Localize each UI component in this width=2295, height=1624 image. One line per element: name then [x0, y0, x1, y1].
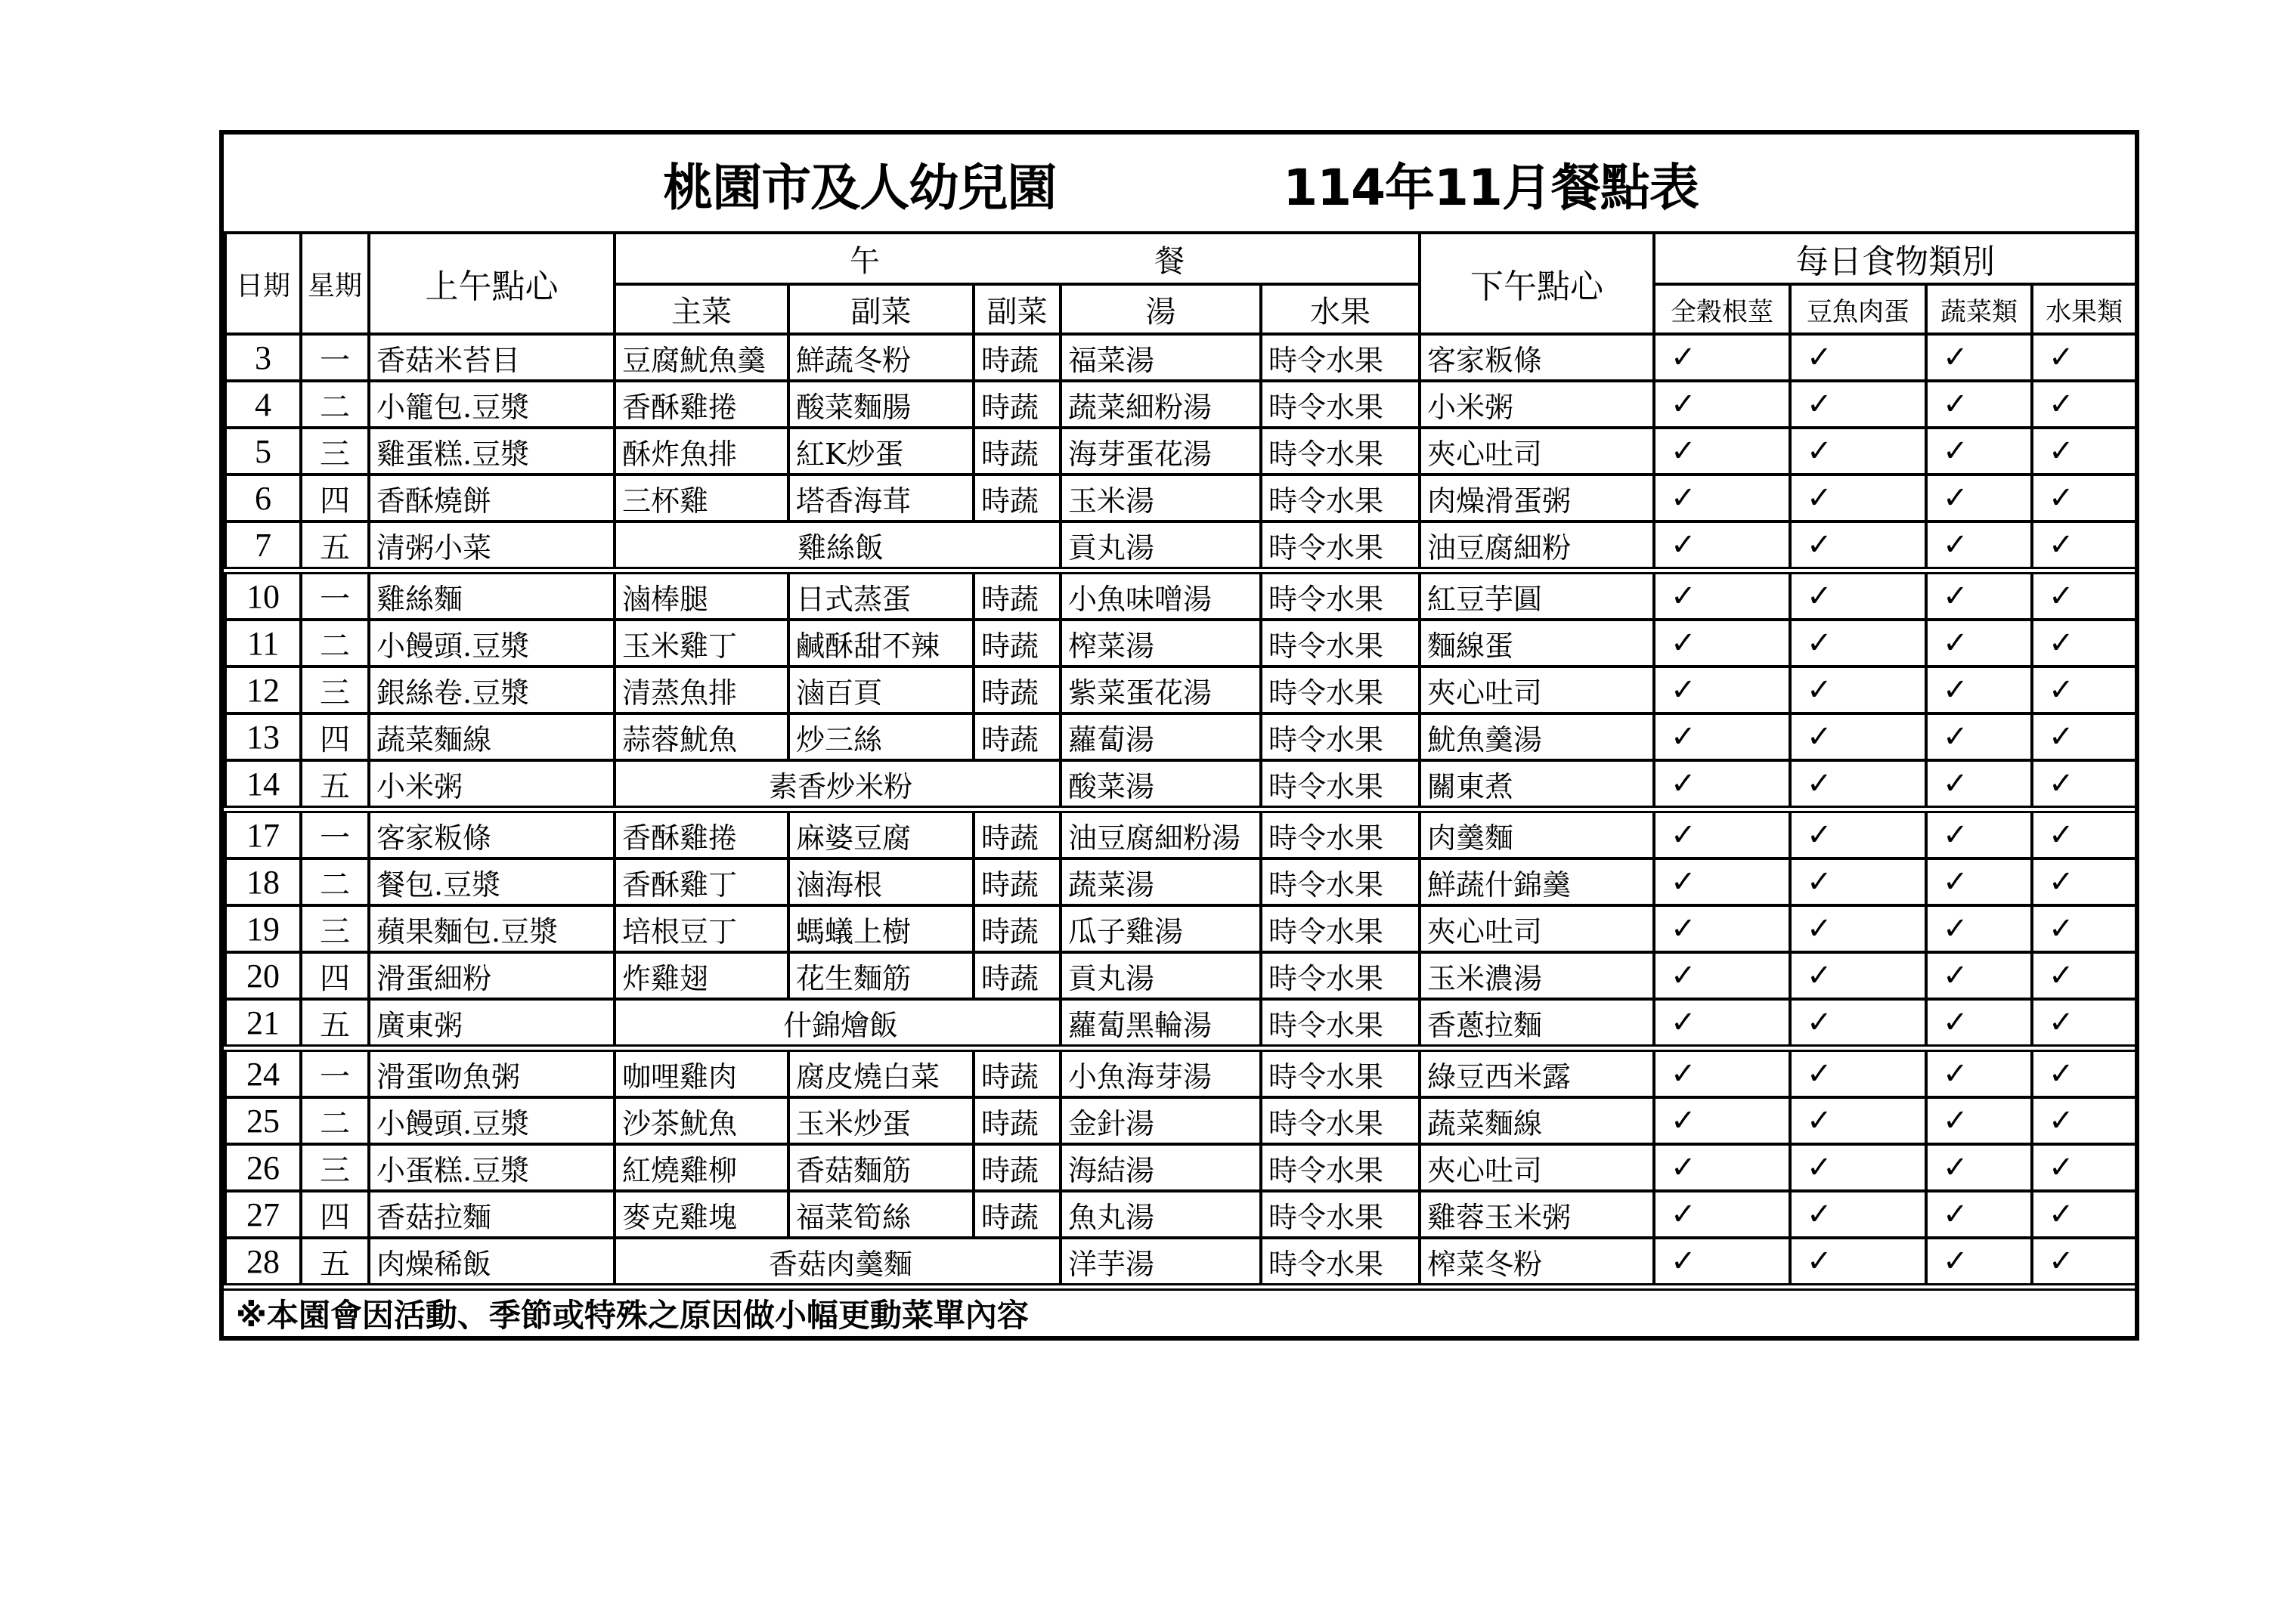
side-dish-2-cell: 時蔬 — [974, 428, 1061, 475]
date-cell: 10 — [225, 571, 301, 620]
main-dish-cell: 豆腐魷魚羹 — [615, 334, 788, 381]
check-icon-fruits: ✓ — [2032, 428, 2136, 475]
date-cell: 4 — [225, 381, 301, 428]
check-icon-vegetables: ✓ — [1926, 521, 2032, 571]
check-icon-fruits: ✓ — [2032, 760, 2136, 809]
check-icon-fruits: ✓ — [2032, 571, 2136, 620]
table-row — [225, 760, 2136, 809]
side-dish-2-cell: 時蔬 — [974, 1097, 1061, 1144]
header-side-dish-1: 副菜 — [788, 284, 974, 334]
soup-cell: 紫菜蛋花湯 — [1061, 667, 1261, 713]
lunch-combined-cell: 什錦燴飯 — [615, 999, 1061, 1048]
side-dish-2-cell: 時蔬 — [974, 858, 1061, 905]
check-icon-protein: ✓ — [1790, 1191, 1926, 1238]
morning-snack-cell: 廣東粥 — [369, 999, 615, 1048]
header-date: 日期 — [225, 233, 301, 334]
check-icon-fruits: ✓ — [2032, 334, 2136, 381]
table-row — [225, 1097, 2136, 1144]
morning-snack-cell: 餐包.豆漿 — [369, 858, 615, 905]
check-icon-grains: ✓ — [1654, 952, 1790, 999]
lunch-combined-cell: 香菇肉羹麵 — [615, 1238, 1061, 1287]
check-icon-fruits: ✓ — [2032, 1144, 2136, 1191]
soup-cell: 小魚海芽湯 — [1061, 1048, 1261, 1097]
fruit-cell: 時令水果 — [1261, 999, 1420, 1048]
check-icon-protein: ✓ — [1790, 571, 1926, 620]
check-icon-vegetables: ✓ — [1926, 334, 2032, 381]
morning-snack-cell: 蔬菜麵線 — [369, 713, 615, 760]
main-dish-cell: 紅燒雞柳 — [615, 1144, 788, 1191]
fruit-cell: 時令水果 — [1261, 858, 1420, 905]
check-icon-vegetables: ✓ — [1926, 858, 2032, 905]
afternoon-snack-cell: 紅豆芋圓 — [1420, 571, 1654, 620]
side-dish-1-cell: 酸菜麵腸 — [788, 381, 974, 428]
soup-cell: 蔬菜湯 — [1061, 858, 1261, 905]
side-dish-2-cell: 時蔬 — [974, 713, 1061, 760]
side-dish-1-cell: 滷海根 — [788, 858, 974, 905]
check-icon-fruits: ✓ — [2032, 1097, 2136, 1144]
check-icon-vegetables: ✓ — [1926, 1097, 2032, 1144]
side-dish-1-cell: 鹹酥甜不辣 — [788, 620, 974, 667]
date-cell: 7 — [225, 521, 301, 571]
table-row — [225, 952, 2136, 999]
main-dish-cell: 麥克雞塊 — [615, 1191, 788, 1238]
side-dish-1-cell: 香菇麵筋 — [788, 1144, 974, 1191]
header-lunch — [615, 233, 1420, 284]
date-cell: 5 — [225, 428, 301, 475]
check-icon-fruits: ✓ — [2032, 999, 2136, 1048]
weekday-cell: 三 — [301, 1144, 369, 1191]
main-dish-cell: 酥炸魚排 — [615, 428, 788, 475]
table-row — [225, 521, 2136, 571]
check-icon-vegetables: ✓ — [1926, 1238, 2032, 1287]
fruit-cell: 時令水果 — [1261, 571, 1420, 620]
header-weekday: 星期 — [301, 233, 369, 334]
soup-cell: 蔬菜細粉湯 — [1061, 381, 1261, 428]
check-icon-protein: ✓ — [1790, 713, 1926, 760]
check-icon-fruits: ✓ — [2032, 952, 2136, 999]
side-dish-2-cell: 時蔬 — [974, 952, 1061, 999]
side-dish-1-cell: 滷百頁 — [788, 667, 974, 713]
fruit-cell: 時令水果 — [1261, 952, 1420, 999]
date-cell: 13 — [225, 713, 301, 760]
check-icon-protein: ✓ — [1790, 334, 1926, 381]
check-icon-fruits: ✓ — [2032, 713, 2136, 760]
check-icon-protein: ✓ — [1790, 667, 1926, 713]
afternoon-snack-cell: 魷魚羹湯 — [1420, 713, 1654, 760]
date-cell: 19 — [225, 905, 301, 952]
header-side-dish-2: 副菜 — [974, 284, 1061, 334]
morning-snack-cell: 客家粄條 — [369, 809, 615, 858]
check-icon-fruits: ✓ — [2032, 1191, 2136, 1238]
morning-snack-cell: 蘋果麵包.豆漿 — [369, 905, 615, 952]
morning-snack-cell: 香菇拉麵 — [369, 1191, 615, 1238]
morning-snack-cell: 滑蛋吻魚粥 — [369, 1048, 615, 1097]
check-icon-protein: ✓ — [1790, 1048, 1926, 1097]
footer-row — [225, 1287, 2136, 1336]
check-icon-grains: ✓ — [1654, 667, 1790, 713]
soup-cell: 蘿蔔湯 — [1061, 713, 1261, 760]
main-dish-cell: 炸雞翅 — [615, 952, 788, 999]
footer-note: ※本園會因活動、季節或特殊之原因做小幅更動菜單內容 — [225, 1287, 2136, 1336]
side-dish-1-cell: 麻婆豆腐 — [788, 809, 974, 858]
main-dish-cell: 香酥雞捲 — [615, 381, 788, 428]
school-name: 桃園市及人幼兒園 — [663, 158, 1057, 217]
title-row — [225, 135, 2136, 233]
header-vegetables: 蔬菜類 — [1926, 284, 2032, 334]
table-row — [225, 428, 2136, 475]
date-cell: 27 — [225, 1191, 301, 1238]
date-cell: 14 — [225, 760, 301, 809]
main-dish-cell: 香酥雞捲 — [615, 809, 788, 858]
side-dish-2-cell: 時蔬 — [974, 571, 1061, 620]
side-dish-2-cell: 時蔬 — [974, 1191, 1061, 1238]
check-icon-fruits: ✓ — [2032, 858, 2136, 905]
weekday-cell: 一 — [301, 334, 369, 381]
fruit-cell: 時令水果 — [1261, 1144, 1420, 1191]
fruit-cell: 時令水果 — [1261, 1048, 1420, 1097]
check-icon-protein: ✓ — [1790, 475, 1926, 521]
check-icon-fruits: ✓ — [2032, 475, 2136, 521]
check-icon-protein: ✓ — [1790, 999, 1926, 1048]
fruit-cell: 時令水果 — [1261, 760, 1420, 809]
check-icon-protein: ✓ — [1790, 760, 1926, 809]
check-icon-grains: ✓ — [1654, 521, 1790, 571]
check-icon-protein: ✓ — [1790, 1097, 1926, 1144]
main-dish-cell: 香酥雞丁 — [615, 858, 788, 905]
morning-snack-cell: 肉燥稀飯 — [369, 1238, 615, 1287]
morning-snack-cell: 滑蛋細粉 — [369, 952, 615, 999]
soup-cell: 海芽蛋花湯 — [1061, 428, 1261, 475]
page-title — [225, 135, 2136, 231]
main-dish-cell: 蒜蓉魷魚 — [615, 713, 788, 760]
main-dish-cell: 三杯雞 — [615, 475, 788, 521]
weekday-cell: 三 — [301, 428, 369, 475]
date-cell: 21 — [225, 999, 301, 1048]
check-icon-grains: ✓ — [1654, 809, 1790, 858]
check-icon-vegetables: ✓ — [1926, 1144, 2032, 1191]
weekday-cell: 五 — [301, 1238, 369, 1287]
date-cell: 6 — [225, 475, 301, 521]
weekday-cell: 三 — [301, 667, 369, 713]
check-icon-grains: ✓ — [1654, 760, 1790, 809]
date-cell: 25 — [225, 1097, 301, 1144]
header-morning-snack: 上午點心 — [369, 233, 615, 334]
date-cell: 11 — [225, 620, 301, 667]
afternoon-snack-cell: 夾心吐司 — [1420, 428, 1654, 475]
check-icon-vegetables: ✓ — [1926, 760, 2032, 809]
weekday-cell: 五 — [301, 760, 369, 809]
side-dish-2-cell: 時蔬 — [974, 620, 1061, 667]
table-row — [225, 334, 2136, 381]
header-main-dish: 主菜 — [615, 284, 788, 334]
check-icon-vegetables: ✓ — [1926, 475, 2032, 521]
check-icon-protein: ✓ — [1790, 952, 1926, 999]
table-row — [225, 713, 2136, 760]
check-icon-grains: ✓ — [1654, 475, 1790, 521]
check-icon-fruits: ✓ — [2032, 809, 2136, 858]
morning-snack-cell: 小蛋糕.豆漿 — [369, 1144, 615, 1191]
main-dish-cell: 滷棒腿 — [615, 571, 788, 620]
check-icon-grains: ✓ — [1654, 713, 1790, 760]
fruit-cell: 時令水果 — [1261, 809, 1420, 858]
soup-cell: 福菜湯 — [1061, 334, 1261, 381]
afternoon-snack-cell: 麵線蛋 — [1420, 620, 1654, 667]
soup-cell: 蘿蔔黑輪湯 — [1061, 999, 1261, 1048]
table-row — [225, 667, 2136, 713]
weekday-cell: 四 — [301, 475, 369, 521]
weekday-cell: 二 — [301, 381, 369, 428]
fruit-cell: 時令水果 — [1261, 667, 1420, 713]
afternoon-snack-cell: 小米粥 — [1420, 381, 1654, 428]
fruit-cell: 時令水果 — [1261, 1097, 1420, 1144]
table-row — [225, 999, 2136, 1048]
side-dish-1-cell: 塔香海茸 — [788, 475, 974, 521]
check-icon-fruits: ✓ — [2032, 381, 2136, 428]
check-icon-grains: ✓ — [1654, 381, 1790, 428]
check-icon-vegetables: ✓ — [1926, 905, 2032, 952]
morning-snack-cell: 香菇米苔目 — [369, 334, 615, 381]
side-dish-1-cell: 花生麵筋 — [788, 952, 974, 999]
check-icon-grains: ✓ — [1654, 1191, 1790, 1238]
date-cell: 12 — [225, 667, 301, 713]
morning-snack-cell: 小饅頭.豆漿 — [369, 1097, 615, 1144]
side-dish-2-cell: 時蔬 — [974, 1048, 1061, 1097]
side-dish-2-cell: 時蔬 — [974, 334, 1061, 381]
soup-cell: 洋芋湯 — [1061, 1238, 1261, 1287]
weekday-cell: 三 — [301, 905, 369, 952]
header-fruits: 水果類 — [2032, 284, 2136, 334]
date-cell: 18 — [225, 858, 301, 905]
afternoon-snack-cell: 肉燥滑蛋粥 — [1420, 475, 1654, 521]
table-row — [225, 1144, 2136, 1191]
soup-cell: 瓜子雞湯 — [1061, 905, 1261, 952]
fruit-cell: 時令水果 — [1261, 905, 1420, 952]
header-protein: 豆魚肉蛋 — [1790, 284, 1926, 334]
check-icon-grains: ✓ — [1654, 858, 1790, 905]
check-icon-vegetables: ✓ — [1926, 667, 2032, 713]
weekday-cell: 一 — [301, 1048, 369, 1097]
afternoon-snack-cell: 夾心吐司 — [1420, 905, 1654, 952]
afternoon-snack-cell: 油豆腐細粉 — [1420, 521, 1654, 571]
check-icon-protein: ✓ — [1790, 1144, 1926, 1191]
weekday-cell: 二 — [301, 858, 369, 905]
afternoon-snack-cell: 夾心吐司 — [1420, 667, 1654, 713]
morning-snack-cell: 銀絲卷.豆漿 — [369, 667, 615, 713]
side-dish-1-cell: 紅K炒蛋 — [788, 428, 974, 475]
table-row — [225, 905, 2136, 952]
check-icon-protein: ✓ — [1790, 858, 1926, 905]
check-icon-grains: ✓ — [1654, 999, 1790, 1048]
side-dish-2-cell: 時蔬 — [974, 809, 1061, 858]
main-dish-cell: 沙茶魷魚 — [615, 1097, 788, 1144]
morning-snack-cell: 小籠包.豆漿 — [369, 381, 615, 428]
main-dish-cell: 培根豆丁 — [615, 905, 788, 952]
soup-cell: 貢丸湯 — [1061, 952, 1261, 999]
table-row — [225, 571, 2136, 620]
main-dish-cell: 清蒸魚排 — [615, 667, 788, 713]
check-icon-grains: ✓ — [1654, 620, 1790, 667]
header-lunch-right: 餐 — [1154, 243, 1185, 279]
soup-cell: 小魚味噌湯 — [1061, 571, 1261, 620]
afternoon-snack-cell: 肉羹麵 — [1420, 809, 1654, 858]
check-icon-vegetables: ✓ — [1926, 1048, 2032, 1097]
check-icon-grains: ✓ — [1654, 1097, 1790, 1144]
table-row — [225, 1048, 2136, 1097]
weekday-cell: 二 — [301, 1097, 369, 1144]
check-icon-fruits: ✓ — [2032, 620, 2136, 667]
check-icon-vegetables: ✓ — [1926, 381, 2032, 428]
morning-snack-cell: 清粥小菜 — [369, 521, 615, 571]
morning-snack-cell: 小饅頭.豆漿 — [369, 620, 615, 667]
morning-snack-cell: 香酥燒餅 — [369, 475, 615, 521]
check-icon-fruits: ✓ — [2032, 1238, 2136, 1287]
table-row — [225, 1191, 2136, 1238]
afternoon-snack-cell: 香蔥拉麵 — [1420, 999, 1654, 1048]
side-dish-1-cell: 福菜筍絲 — [788, 1191, 974, 1238]
fruit-cell: 時令水果 — [1261, 428, 1420, 475]
menu-period: 114年11月餐點表 — [1283, 158, 1699, 217]
morning-snack-cell: 小米粥 — [369, 760, 615, 809]
date-cell: 17 — [225, 809, 301, 858]
soup-cell: 玉米湯 — [1061, 475, 1261, 521]
side-dish-1-cell: 鮮蔬冬粉 — [788, 334, 974, 381]
header-afternoon-snack: 下午點心 — [1420, 233, 1654, 334]
table-row — [225, 475, 2136, 521]
main-dish-cell: 玉米雞丁 — [615, 620, 788, 667]
weekday-cell: 四 — [301, 952, 369, 999]
check-icon-vegetables: ✓ — [1926, 1191, 2032, 1238]
fruit-cell: 時令水果 — [1261, 1238, 1420, 1287]
check-icon-protein: ✓ — [1790, 428, 1926, 475]
fruit-cell: 時令水果 — [1261, 521, 1420, 571]
check-icon-fruits: ✓ — [2032, 667, 2136, 713]
fruit-cell: 時令水果 — [1261, 475, 1420, 521]
fruit-cell: 時令水果 — [1261, 620, 1420, 667]
afternoon-snack-cell: 玉米濃湯 — [1420, 952, 1654, 999]
side-dish-2-cell: 時蔬 — [974, 475, 1061, 521]
side-dish-1-cell: 腐皮燒白菜 — [788, 1048, 974, 1097]
check-icon-fruits: ✓ — [2032, 1048, 2136, 1097]
check-icon-vegetables: ✓ — [1926, 428, 2032, 475]
check-icon-grains: ✓ — [1654, 334, 1790, 381]
weekday-cell: 一 — [301, 571, 369, 620]
check-icon-grains: ✓ — [1654, 428, 1790, 475]
header-grains: 全穀根莖 — [1654, 284, 1790, 334]
side-dish-2-cell: 時蔬 — [974, 667, 1061, 713]
soup-cell: 油豆腐細粉湯 — [1061, 809, 1261, 858]
afternoon-snack-cell: 榨菜冬粉 — [1420, 1238, 1654, 1287]
weekday-cell: 四 — [301, 713, 369, 760]
header-lunch-left: 午 — [849, 243, 880, 279]
header-fruit: 水果 — [1261, 284, 1420, 334]
main-dish-cell: 咖哩雞肉 — [615, 1048, 788, 1097]
table-row — [225, 620, 2136, 667]
table-row — [225, 1238, 2136, 1287]
date-cell: 20 — [225, 952, 301, 999]
check-icon-fruits: ✓ — [2032, 521, 2136, 571]
weekday-cell: 五 — [301, 521, 369, 571]
weekday-cell: 五 — [301, 999, 369, 1048]
check-icon-vegetables: ✓ — [1926, 952, 2032, 999]
check-icon-fruits: ✓ — [2032, 905, 2136, 952]
check-icon-protein: ✓ — [1790, 1238, 1926, 1287]
header-soup: 湯 — [1061, 284, 1261, 334]
weekday-cell: 二 — [301, 620, 369, 667]
afternoon-snack-cell: 客家粄條 — [1420, 334, 1654, 381]
afternoon-snack-cell: 鮮蔬什錦羹 — [1420, 858, 1654, 905]
weekday-cell: 四 — [301, 1191, 369, 1238]
check-icon-protein: ✓ — [1790, 521, 1926, 571]
table-row — [225, 381, 2136, 428]
check-icon-grains: ✓ — [1654, 1144, 1790, 1191]
afternoon-snack-cell: 蔬菜麵線 — [1420, 1097, 1654, 1144]
check-icon-protein: ✓ — [1790, 905, 1926, 952]
table-row — [225, 858, 2136, 905]
check-icon-vegetables: ✓ — [1926, 713, 2032, 760]
side-dish-2-cell: 時蔬 — [974, 381, 1061, 428]
soup-cell: 榨菜湯 — [1061, 620, 1261, 667]
header-row-1 — [225, 233, 2136, 284]
menu-table — [224, 135, 2138, 1336]
soup-cell: 酸菜湯 — [1061, 760, 1261, 809]
check-icon-protein: ✓ — [1790, 620, 1926, 667]
lunch-combined-cell: 雞絲飯 — [615, 521, 1061, 571]
side-dish-2-cell: 時蔬 — [974, 1144, 1061, 1191]
date-cell: 28 — [225, 1238, 301, 1287]
side-dish-1-cell: 炒三絲 — [788, 713, 974, 760]
soup-cell: 海結湯 — [1061, 1144, 1261, 1191]
date-cell: 26 — [225, 1144, 301, 1191]
date-cell: 24 — [225, 1048, 301, 1097]
morning-snack-cell: 雞蛋糕.豆漿 — [369, 428, 615, 475]
lunch-combined-cell: 素香炒米粉 — [615, 760, 1061, 809]
soup-cell: 貢丸湯 — [1061, 521, 1261, 571]
afternoon-snack-cell: 關東煮 — [1420, 760, 1654, 809]
check-icon-vegetables: ✓ — [1926, 999, 2032, 1048]
soup-cell: 魚丸湯 — [1061, 1191, 1261, 1238]
check-icon-vegetables: ✓ — [1926, 620, 2032, 667]
check-icon-grains: ✓ — [1654, 571, 1790, 620]
afternoon-snack-cell: 雞蓉玉米粥 — [1420, 1191, 1654, 1238]
fruit-cell: 時令水果 — [1261, 381, 1420, 428]
date-cell: 3 — [225, 334, 301, 381]
weekday-cell: 一 — [301, 809, 369, 858]
header-food-groups: 每日食物類別 — [1654, 233, 2136, 284]
afternoon-snack-cell: 夾心吐司 — [1420, 1144, 1654, 1191]
check-icon-grains: ✓ — [1654, 905, 1790, 952]
side-dish-2-cell: 時蔬 — [974, 905, 1061, 952]
menu-sheet — [219, 130, 2139, 1341]
check-icon-protein: ✓ — [1790, 381, 1926, 428]
check-icon-vegetables: ✓ — [1926, 809, 2032, 858]
check-icon-grains: ✓ — [1654, 1238, 1790, 1287]
check-icon-protein: ✓ — [1790, 809, 1926, 858]
side-dish-1-cell: 螞蟻上樹 — [788, 905, 974, 952]
check-icon-grains: ✓ — [1654, 1048, 1790, 1097]
fruit-cell: 時令水果 — [1261, 713, 1420, 760]
soup-cell: 金針湯 — [1061, 1097, 1261, 1144]
side-dish-1-cell: 日式蒸蛋 — [788, 571, 974, 620]
fruit-cell: 時令水果 — [1261, 1191, 1420, 1238]
morning-snack-cell: 雞絲麵 — [369, 571, 615, 620]
check-icon-vegetables: ✓ — [1926, 571, 2032, 620]
side-dish-1-cell: 玉米炒蛋 — [788, 1097, 974, 1144]
afternoon-snack-cell: 綠豆西米露 — [1420, 1048, 1654, 1097]
fruit-cell: 時令水果 — [1261, 334, 1420, 381]
table-row — [225, 809, 2136, 858]
